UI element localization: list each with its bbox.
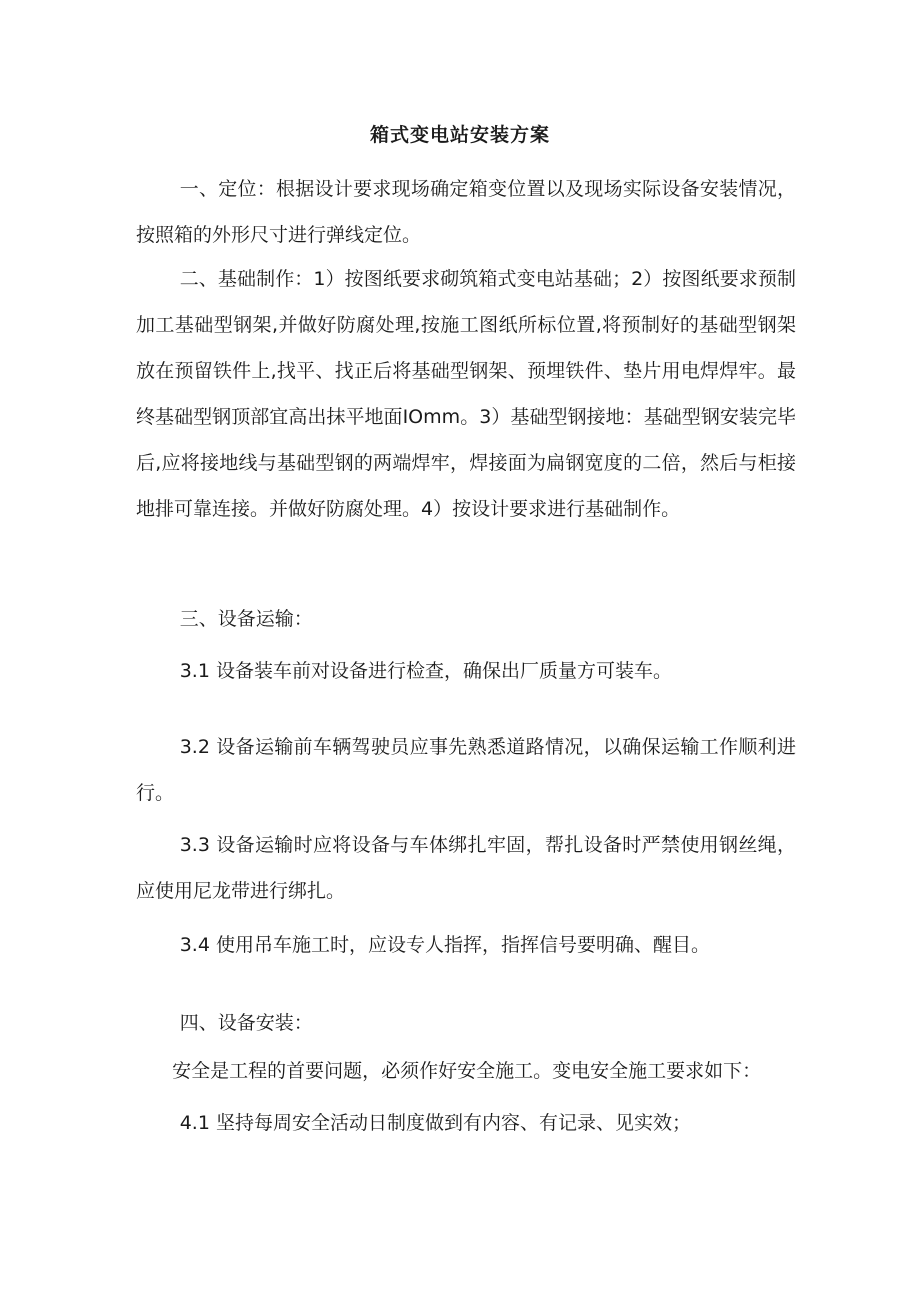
paragraph-3-3: 3.3 设备运输时应将设备与车体绑扎牢固，帮扎设备时严禁使用钢丝绳，应使用尼龙带进行绑扎。 [136, 834, 796, 902]
paragraph-3-4: 3.4 使用吊车施工时，应设专人指挥，指挥信号要明确、醒目。 [179, 934, 710, 956]
paragraph-4-1: 4.1 坚持每周安全活动日制度做到有内容、有记录、见实效； [179, 1112, 691, 1134]
heading-installation: 四、设备安装： [179, 1012, 313, 1034]
paragraph-3-1: 3.1 设备装车前对设备进行检查，确保出厂质量方可装车。 [179, 660, 672, 682]
document-title: 箱式变电站安装方案 [369, 124, 550, 146]
paragraph-foundation: 二、基础制作：1）按图纸要求砌筑箱式变电站基础；2）按图纸要求预制加工基础型钢架,并做好防腐处理,按施工图纸所标位置,将预制好的基础型钢架放在预留铁件上,找平、找正后将基础型钢架、预埋铁件、垫片用电焊焊牢。最终基础型钢顶部宜高出抹平地面IOmm。3）基础型钢接地：基础型钢安装完毕后,应将接地线与基础型钢的两端焊牢，焊接面为扁钢宽度的二倍，然后与柜接地排可靠连接。并做好防腐处理。4）按设计要求进行基础制作。 [136, 268, 796, 520]
heading-transport: 三、设备运输： [179, 608, 313, 630]
paragraph-3-2: 3.2 设备运输前车辆驾驶员应事先熟悉道路情况，以确保运输工作顺利进行。 [136, 736, 796, 804]
paragraph-positioning: 一、定位：根据设计要求现场确定箱变位置以及现场实际设备安装情况，按照箱的外形尺寸进行弹线定位。 [136, 178, 796, 246]
paragraph-safety: 安全是工程的首要问题，必须作好安全施工。变电安全施工要求如下： [172, 1060, 762, 1082]
